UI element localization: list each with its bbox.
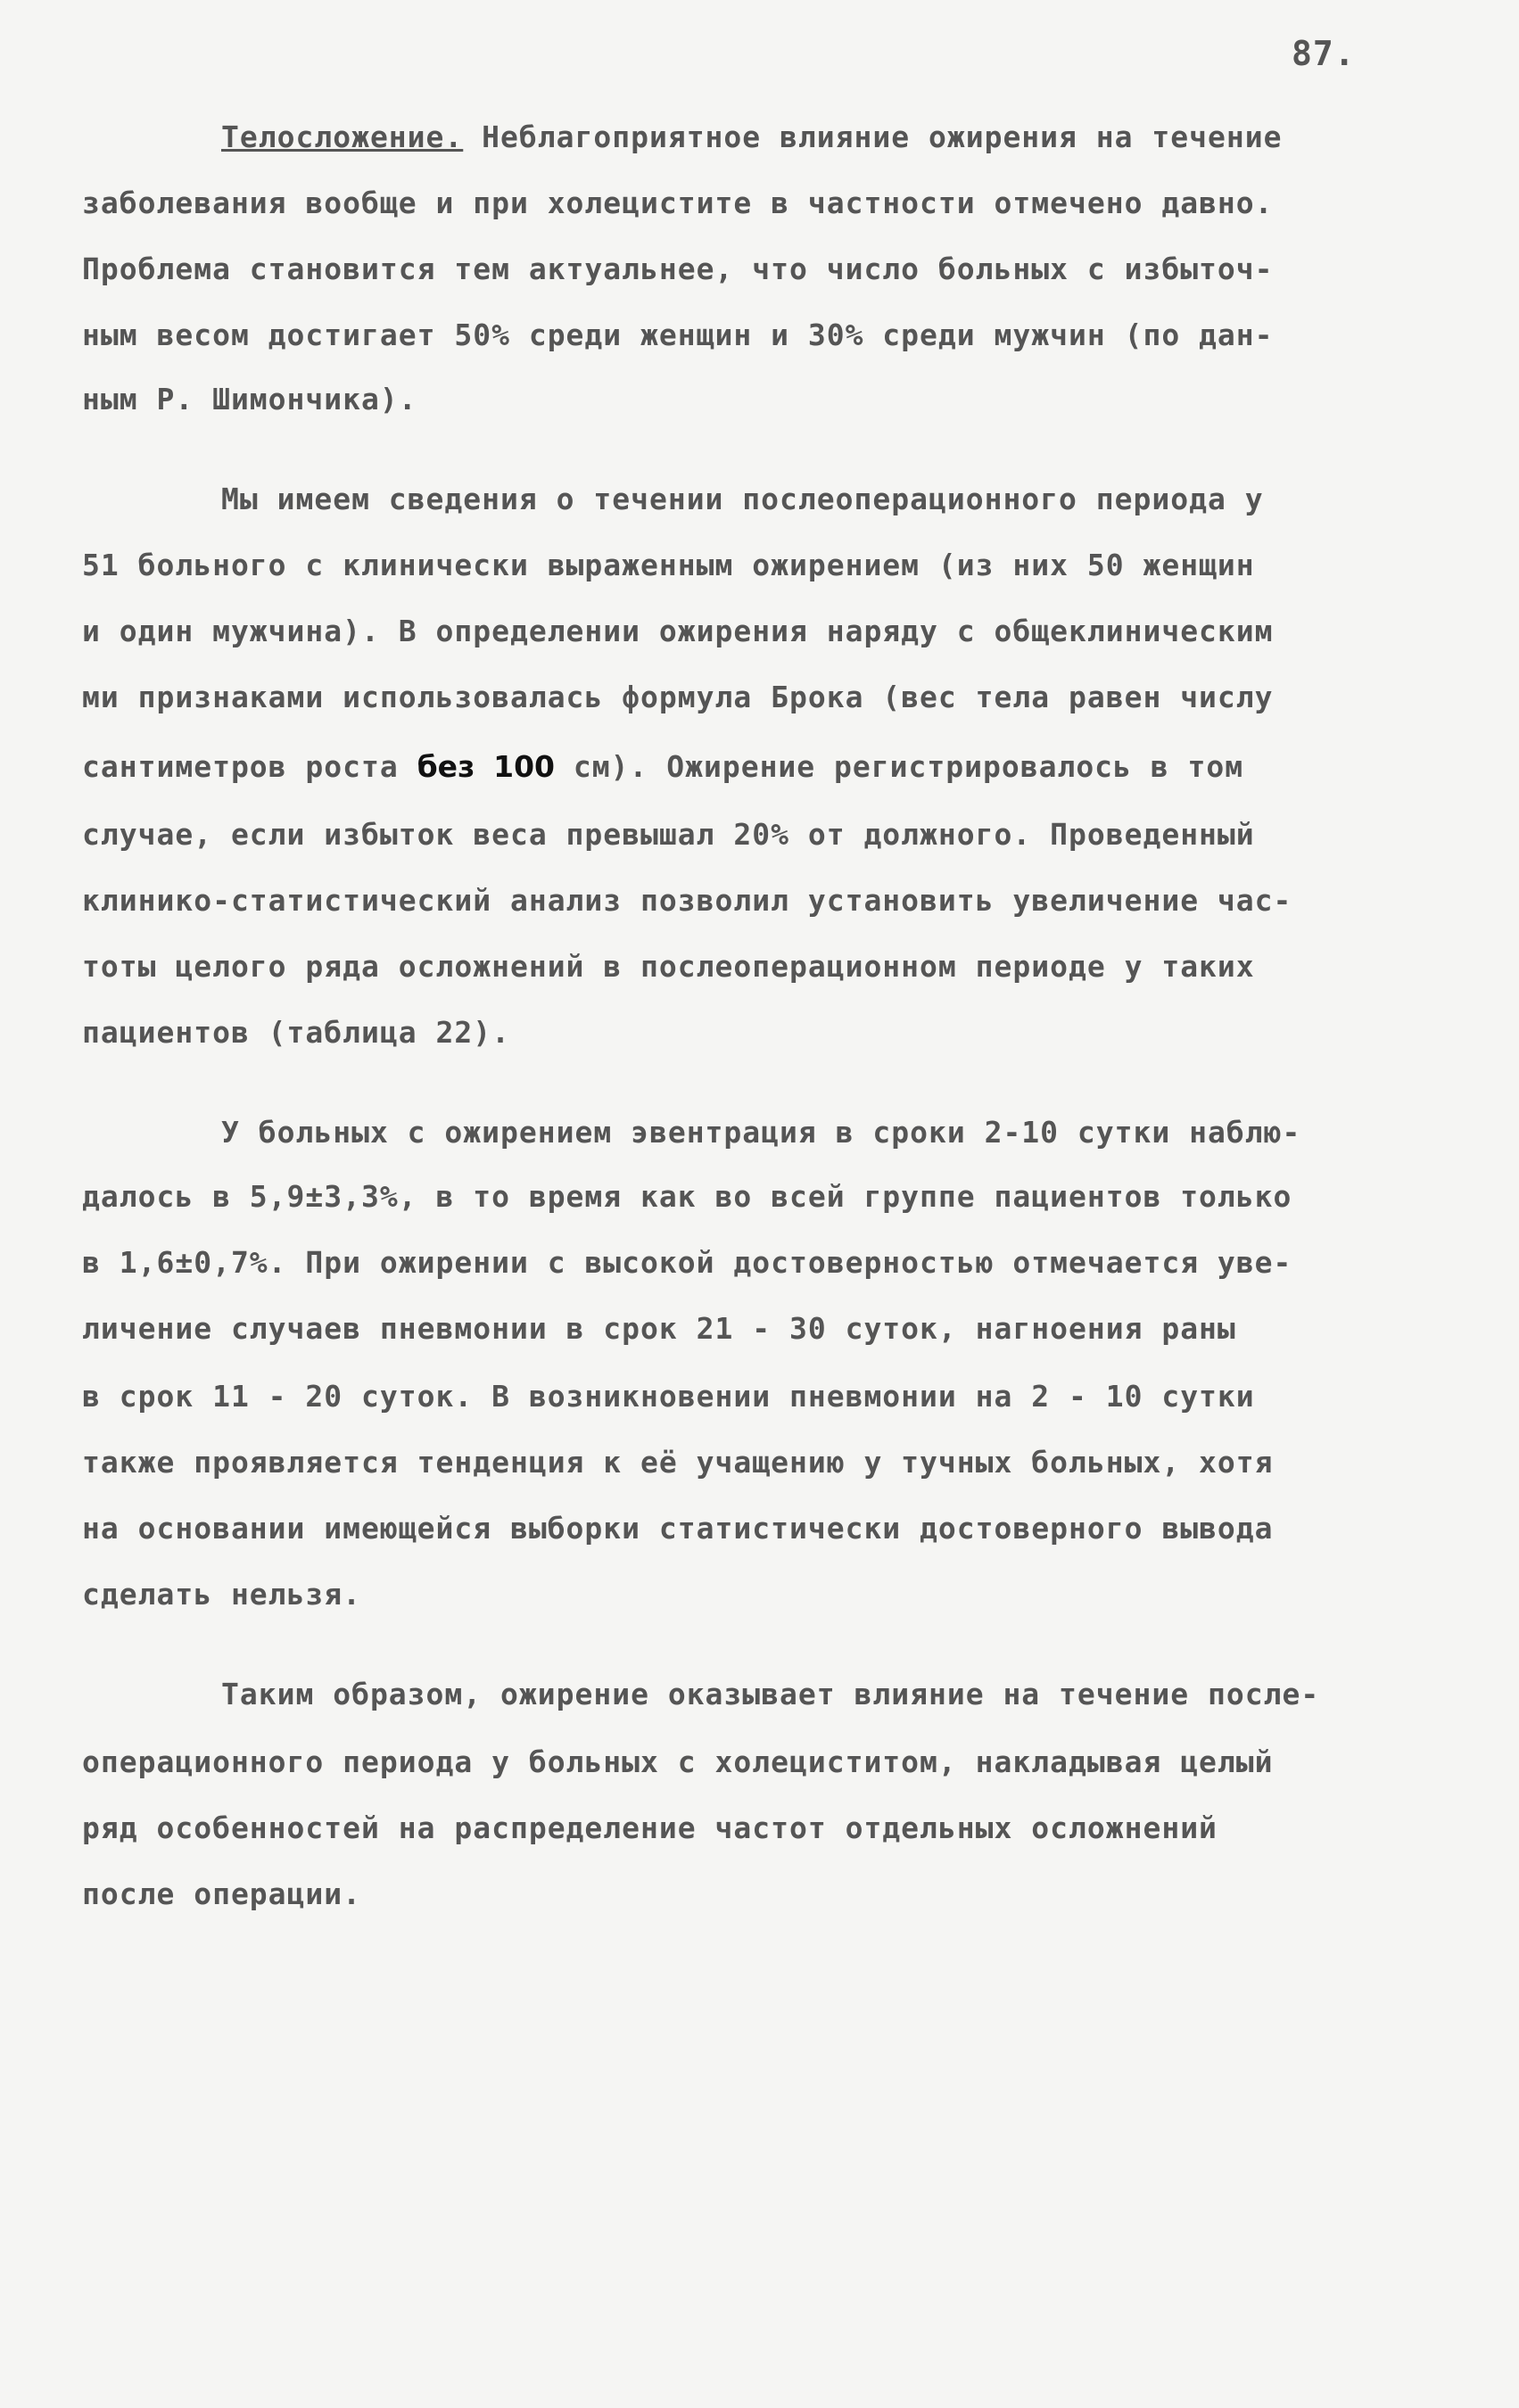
paragraph-2-line-3: и один мужчина). В определении ожирения наряду с общеклиническим: [82, 614, 1274, 648]
paragraph-3-line-3: в 1,6±0,7%. При ожирении с высокой достоверностью отмечается уве-: [82, 1245, 1292, 1280]
paragraph-4-line-1: Таким образом, ожирение оказывает влияние на течение после-: [221, 1677, 1320, 1711]
paragraph-1-line-4: ным весом достигает 50% среди женщин и 30% среди мужчин (по дан-: [82, 317, 1274, 352]
paragraph-2-line-5-a: сантиметров роста: [82, 749, 399, 784]
paragraph-4-line-4: после операции.: [82, 1876, 362, 1911]
paragraph-3-line-8: сделать нельзя.: [82, 1577, 362, 1612]
paragraph-2-line-6: случае, если избыток веса превышал 20% от должного. Проведенный: [82, 817, 1255, 852]
paragraph-3-line-2: далось в 5,9±3,3%, в то время как во всей группе пациентов только: [82, 1179, 1292, 1214]
section-heading: Телосложение.: [221, 120, 464, 154]
paragraph-3-line-4: личение случаев пневмонии в срок 21 - 30 суток, нагноения раны: [82, 1311, 1236, 1346]
paragraph-1-line-5: ным Р. Шимончика).: [82, 382, 417, 416]
paragraph-2-line-4: ми признаками использовалась формула Брока (вес тела равен числу: [82, 680, 1274, 714]
paragraph-1-line-2: заболевания вообще и при холецистите в частности отмечено давно.: [82, 186, 1274, 220]
paragraph-1-line-3: Проблема становится тем актуальнее, что число больных с избыточ-: [82, 252, 1274, 286]
page-number: 87.: [1292, 34, 1356, 73]
paragraph-1-line-1-text: Неблагоприятное влияние ожирения на течение: [463, 120, 1283, 154]
paragraph-3-line-6: также проявляется тенденция к её учащению у тучных больных, хотя: [82, 1445, 1274, 1480]
paragraph-2-line-5-d: см). Ожирение регистрировалось в том: [573, 749, 1244, 784]
paragraph-3-line-1: У больных с ожирением эвентрация в сроки 2-10 сутки наблю-: [221, 1115, 1301, 1150]
paragraph-2-line-2: 51 больного с клинически выраженным ожирением (из них 50 женщин: [82, 548, 1255, 582]
paragraph-2-line-9: пациентов (таблица 22).: [82, 1015, 510, 1050]
paragraph-2-line-1: Мы имеем сведения о течении послеоперационного периода у: [221, 482, 1264, 516]
paragraph-2-line-5: [82, 749, 1243, 785]
printed-number-100: 100: [493, 749, 556, 784]
paragraph-2-line-7: клинико-статистический анализ позволил установить увеличение час-: [82, 883, 1292, 918]
paragraph-4-line-3: ряд особенностей на распределение частот отдельных осложнений: [82, 1810, 1218, 1845]
paragraph-4-line-2: операционного периода у больных с холециститом, накладывая целый: [82, 1744, 1274, 1779]
paragraph-3-line-7: на основании имеющейся выборки статистически достоверного вывода: [82, 1511, 1274, 1546]
paragraph-3-line-5: в срок 11 - 20 суток. В возникновении пневмонии на 2 - 10 сутки: [82, 1379, 1255, 1414]
paragraph-2-line-8: тоты целого ряда осложнений в послеоперационном периоде у таких: [82, 949, 1255, 984]
paragraph-1-line-1: [221, 120, 1282, 155]
printed-word-bez: без: [417, 749, 475, 784]
